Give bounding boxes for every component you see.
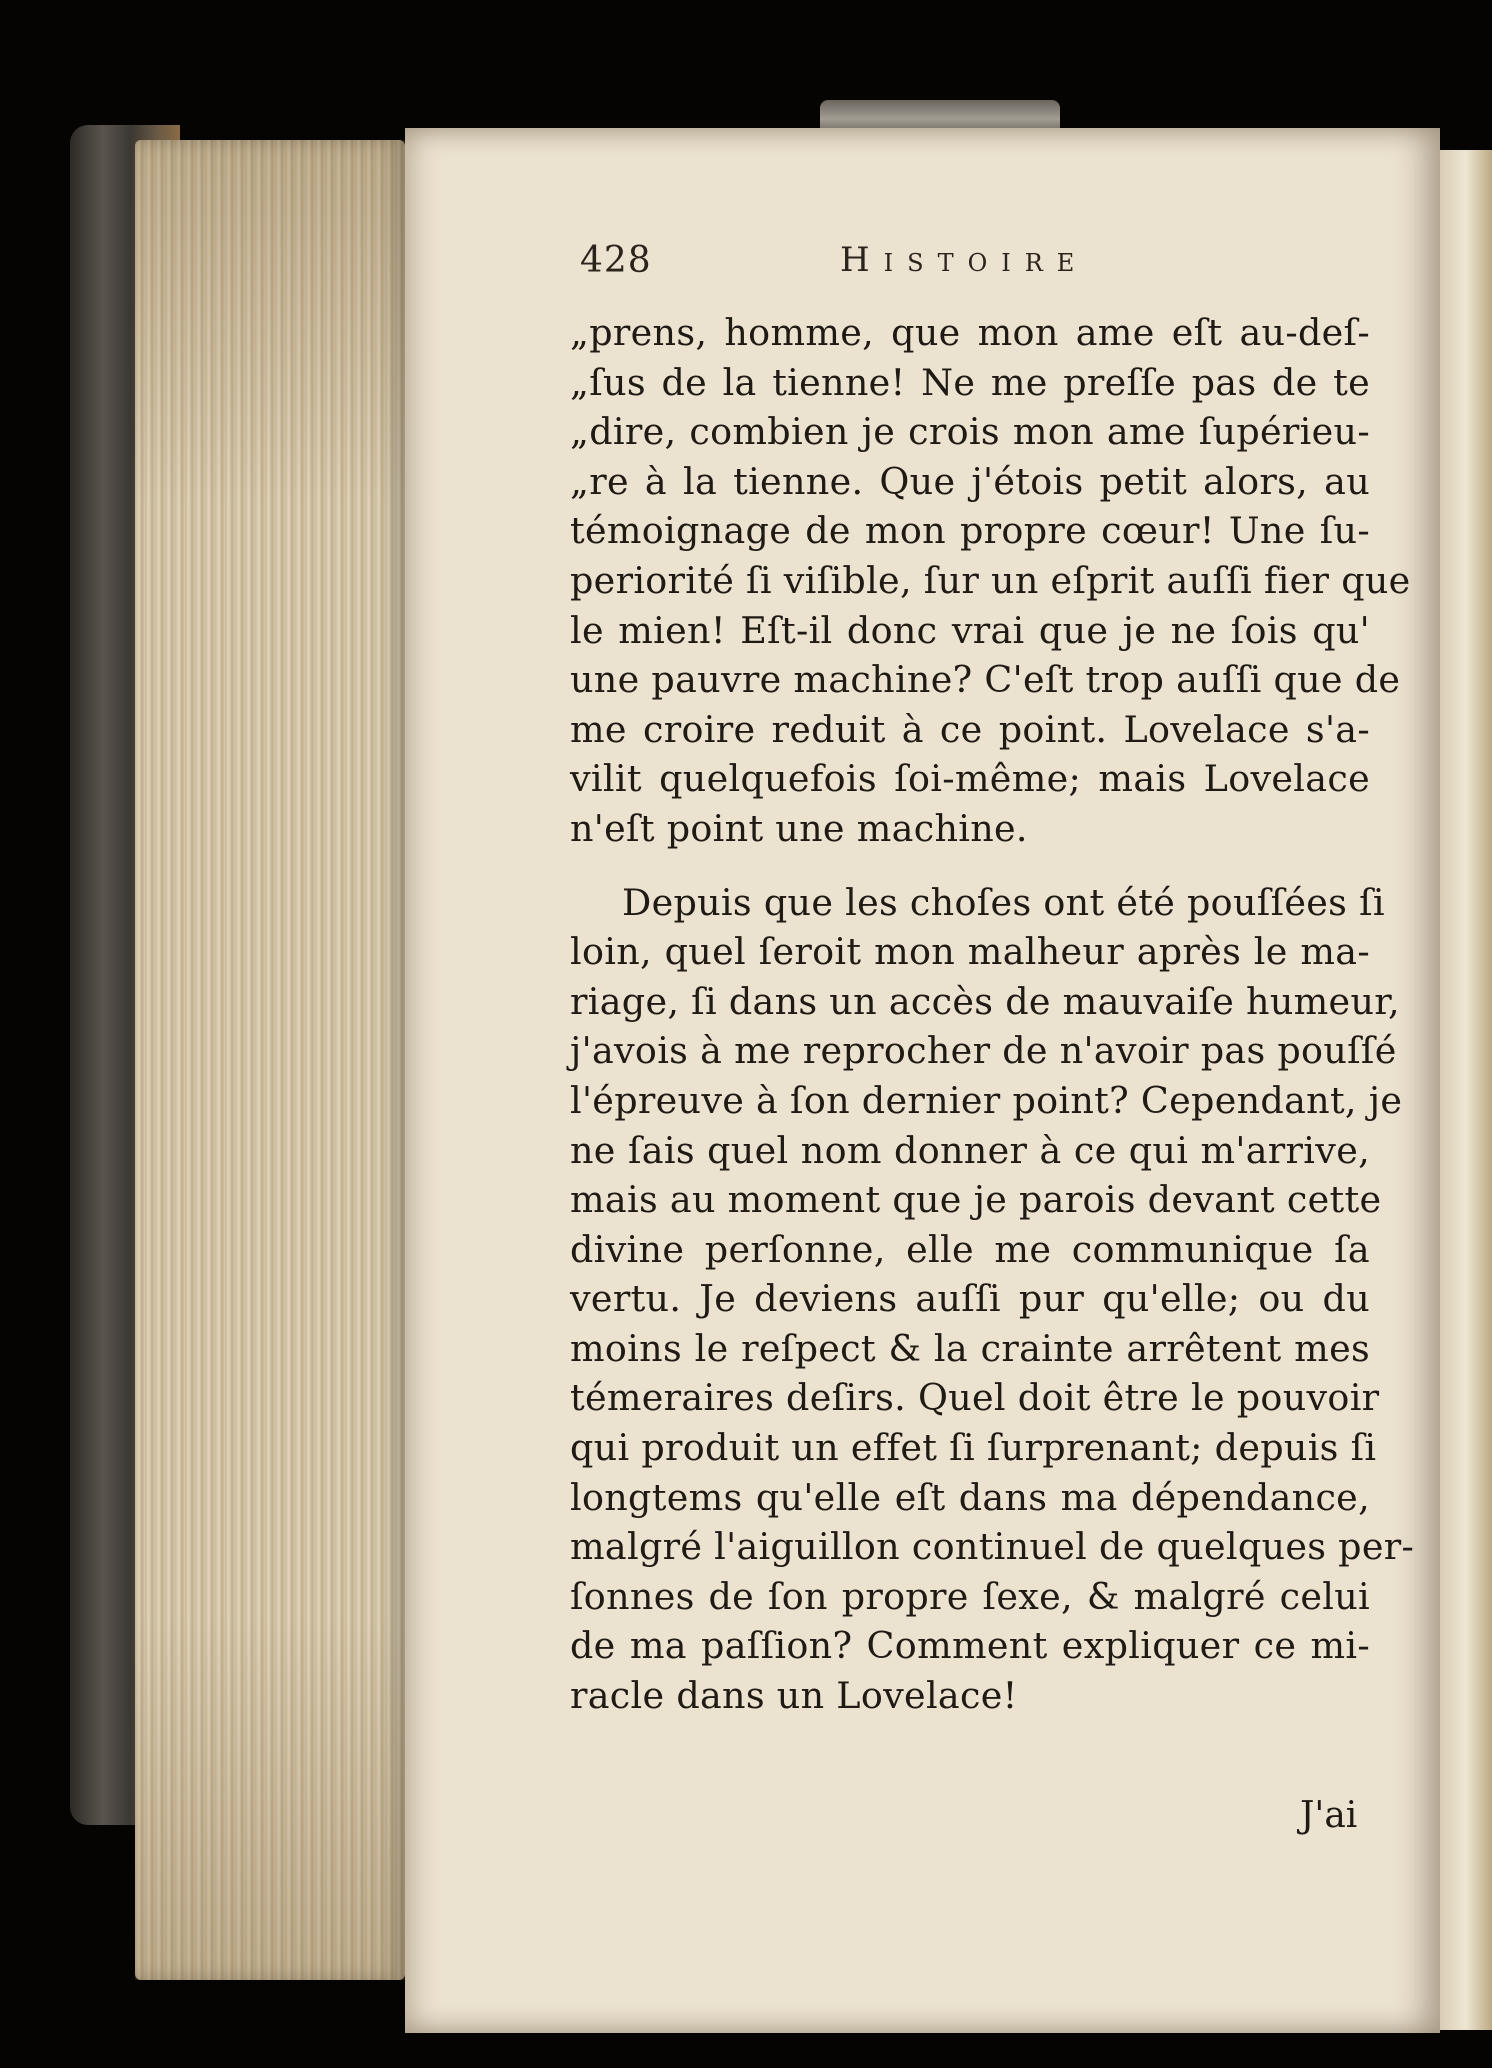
text-line: divine perſonne, elle me communique ſa bbox=[570, 1227, 1370, 1271]
text-line: de ma paſſion? Comment expliquer ce mi- bbox=[570, 1624, 1370, 1668]
text-line: „ſus de la tienne! Ne me preſſe pas de te bbox=[570, 360, 1370, 404]
body-text bbox=[570, 308, 1415, 1745]
text-line: longtems qu'elle eſt dans ma dépendance, bbox=[570, 1475, 1370, 1519]
text-line: moins le reſpect & la crainte arrêtent mes bbox=[570, 1326, 1370, 1370]
text-line: n'eſt point une machine. bbox=[570, 806, 1028, 850]
page-edges bbox=[135, 140, 405, 1980]
text-line: racle dans un Lovelace! bbox=[570, 1674, 1018, 1718]
text-line: malgré l'aiguillon continuel de quelques per- bbox=[570, 1525, 1415, 1569]
text-line: ne ſais quel nom donner à ce qui m'arrive, bbox=[570, 1128, 1370, 1172]
text-line: j'avois à me reprocher de n'avoir pas pouſſé bbox=[570, 1029, 1397, 1073]
text-line: qui produit un effet ſi ſurprenant; depuis ſi bbox=[570, 1426, 1377, 1470]
text-line: „dire, combien je crois mon ame ſupérieu- bbox=[570, 410, 1370, 454]
paragraph bbox=[570, 878, 1415, 1721]
text-line: vertu. Je deviens auſſi pur qu'elle; ou du bbox=[570, 1277, 1370, 1321]
page-number: 428 bbox=[580, 240, 652, 281]
text-line: loin, quel ſeroit mon malheur après le ma- bbox=[570, 930, 1370, 974]
text-line: le mien! Eſt-il donc vrai que je ne ſois qu' bbox=[570, 608, 1370, 652]
text-line: ſonnes de ſon propre ſexe, & malgré celui bbox=[570, 1574, 1370, 1618]
text-line: periorité ſi viſible, ſur un eſprit auſſi fier que bbox=[570, 558, 1411, 602]
catchword: J'ai bbox=[1300, 1795, 1358, 1836]
text-line: l'épreuve à ſon dernier point? Cependant, je bbox=[570, 1078, 1403, 1122]
text-line: témoignage de mon propre cœur! Une ſu- bbox=[570, 509, 1370, 553]
text-line: me croire reduit à ce point. Lovelace s'a- bbox=[570, 707, 1370, 751]
text-line: „re à la tienne. Que j'étois petit alors, au bbox=[570, 459, 1370, 503]
page-header bbox=[580, 240, 1280, 300]
text-line: „prens, homme, que mon ame eſt au-deſ- bbox=[570, 311, 1370, 354]
text-line: témeraires deſirs. Quel doit être le pouvoir bbox=[570, 1376, 1380, 1420]
text-line: Depuis que les choſes ont été pouſſées ſi bbox=[622, 880, 1385, 924]
text-line: riage, ſi dans un accès de mauvaiſe humeur, bbox=[570, 979, 1400, 1023]
text-line: vilit quelquefois ſoi-même; mais Lovelace bbox=[570, 757, 1370, 801]
text-line: mais au moment que je parois devant cette bbox=[570, 1178, 1382, 1222]
running-head: Histoire bbox=[840, 240, 1089, 280]
text-line: une pauvre machine? C'eſt trop auſſi que de bbox=[570, 658, 1401, 702]
right-page-edge bbox=[1440, 150, 1492, 2030]
paragraph bbox=[570, 308, 1411, 854]
